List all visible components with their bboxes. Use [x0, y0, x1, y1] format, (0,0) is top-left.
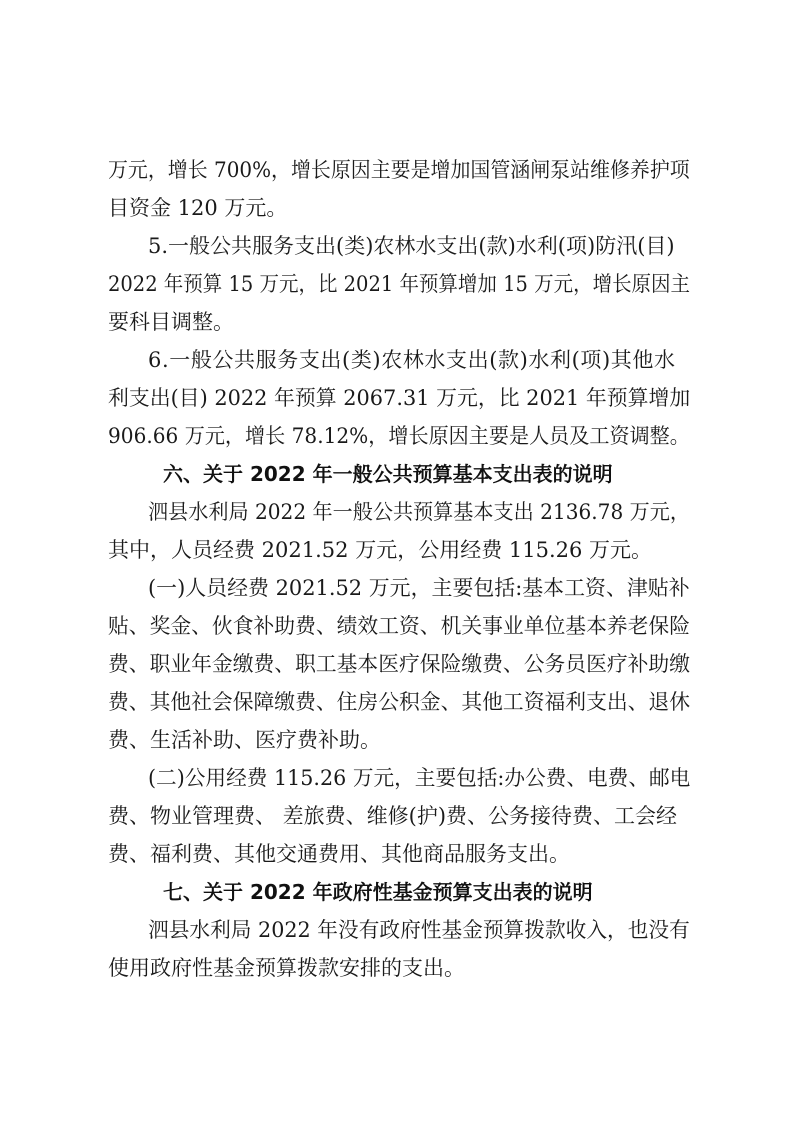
- paragraph-line: 费、职业年金缴费、职工基本医疗保险缴费、公务员医疗补助缴: [108, 652, 691, 676]
- paragraph-line: 利支出(目) 2022 年预算 2067.31 万元，比 2021 年预算增加: [108, 386, 691, 410]
- paragraph-line: 使用政府性基金预算拨款安排的支出。: [108, 956, 465, 980]
- paragraph-line: 2022 年预算 15 万元，比 2021 年预算增加 15 万元，增长原因主: [108, 272, 691, 296]
- paragraph-line: 其中，人员经费 2021.52 万元，公用经费 115.26 万元。: [108, 538, 653, 562]
- paragraph-line: 费、福利费、其他交通费用、其他商品服务支出。: [108, 842, 570, 866]
- section-heading: 六、关于 2022 年一般公共预算基本支出表的说明: [163, 462, 613, 486]
- paragraph-line: 906.66 万元，增长 78.12%，增长原因主要是人员及工资调整。: [108, 424, 690, 448]
- section-heading: 七、关于 2022 年政府性基金预算支出表的说明: [163, 880, 593, 904]
- paragraph-line: (二)公用经费 115.26 万元，主要包括:办公费、电费、邮电: [148, 766, 691, 790]
- paragraph-line: (一)人员经费 2021.52 万元，主要包括:基本工资、津贴补: [148, 576, 690, 600]
- paragraph-line: 5.一般公共服务支出(类)农林水支出(款)水利(项)防汛(目): [148, 234, 675, 258]
- paragraph-line: 要科目调整。: [108, 310, 234, 334]
- paragraph-line: 费、其他社会保障缴费、住房公积金、其他工资福利支出、退休: [108, 690, 691, 714]
- paragraph-line: 6.一般公共服务支出(类)农林水支出(款)水利(项)其他水: [148, 348, 676, 372]
- paragraph-line: 泗县水利局 2022 年没有政府性基金预算拨款收入，也没有: [148, 918, 690, 942]
- paragraph-line: 贴、奖金、伙食补助费、绩效工资、机关事业单位基本养老保险: [108, 614, 691, 638]
- paragraph-line: 费、生活补助、医疗费补助。: [108, 728, 381, 752]
- paragraph-line: 泗县水利局 2022 年一般公共预算基本支出 2136.78 万元，: [148, 500, 690, 524]
- paragraph-line: 万元，增长 700%，增长原因主要是增加国管涵闸泵站维修养护项: [108, 158, 690, 182]
- paragraph-line: 目资金 120 万元。: [108, 196, 288, 220]
- paragraph-line: 费、物业管理费、 差旅费、维修(护)费、公务接待费、工会经: [108, 804, 678, 828]
